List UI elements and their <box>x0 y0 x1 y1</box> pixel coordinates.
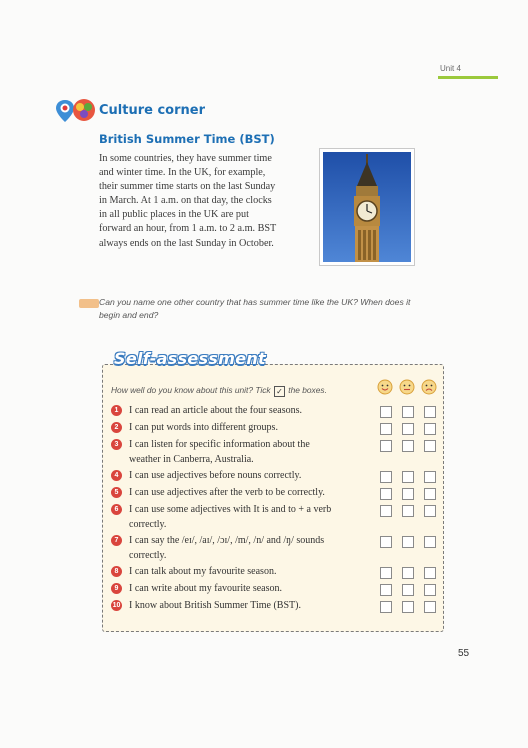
list-item <box>111 421 437 435</box>
item-number: 7 <box>111 535 122 546</box>
instruction-text: the boxes. <box>288 385 327 395</box>
item-number: 10 <box>112 602 121 609</box>
discussion-question <box>99 296 451 321</box>
article-line: and winter time. In the UK, for example, <box>99 167 266 179</box>
item-number: 8 <box>111 566 122 577</box>
culture-corner-icon <box>55 98 97 124</box>
instruction-text: How well do you know about this unit? Tick <box>111 385 271 395</box>
checkbox-good[interactable] <box>380 584 392 596</box>
culture-corner-heading: Culture corner <box>99 103 206 118</box>
item-statement <box>129 404 369 419</box>
item-statement <box>129 565 369 580</box>
checkbox-ok[interactable] <box>402 536 414 548</box>
self-assessment-title: Self-assessment <box>114 349 266 368</box>
checkbox-ok[interactable] <box>402 406 414 418</box>
checkbox-good[interactable] <box>380 440 392 452</box>
list-item <box>111 565 437 579</box>
checkbox-good[interactable] <box>380 601 392 613</box>
checkbox-ok[interactable] <box>402 440 414 452</box>
list-item <box>111 404 437 418</box>
item-number: 9 <box>111 583 122 594</box>
statement-line: correctly. <box>129 518 167 530</box>
article-line: In some countries, they have summer time <box>99 153 272 164</box>
checkbox-poor[interactable] <box>424 505 436 517</box>
checkbox-poor[interactable] <box>424 488 436 500</box>
item-statement <box>129 421 369 436</box>
article-title: British Summer Time (BST) <box>99 132 275 146</box>
list-item <box>111 582 437 596</box>
item-number: 1 <box>111 405 122 416</box>
checkbox-ok[interactable] <box>402 505 414 517</box>
checkbox-poor[interactable] <box>424 584 436 596</box>
unit-accent-bar <box>438 76 498 79</box>
item-number: 6 <box>111 504 122 515</box>
item-statement <box>129 599 369 614</box>
checkbox-poor[interactable] <box>424 406 436 418</box>
checkbox-good[interactable] <box>380 471 392 483</box>
neutral-face-icon <box>399 379 415 395</box>
statement-line: I can listen for specific information about the <box>129 439 310 450</box>
list-item <box>111 534 437 561</box>
checkbox-good[interactable] <box>380 567 392 579</box>
list-item <box>111 599 437 613</box>
checkbox-good[interactable] <box>380 488 392 500</box>
checkbox-poor[interactable] <box>424 471 436 483</box>
checkbox-poor[interactable] <box>424 440 436 452</box>
checkbox-good[interactable] <box>380 505 392 517</box>
article-line: their summer time starts on the last Sunday <box>99 181 276 193</box>
item-statement <box>129 438 369 467</box>
item-number: 3 <box>111 439 122 450</box>
sad-face-icon <box>421 379 437 395</box>
statement-line: I can put words into different groups. <box>129 422 278 433</box>
article-line: forward an hour, from 1 a.m. to 2 a.m. BST <box>99 223 277 235</box>
checkbox-ok[interactable] <box>402 567 414 579</box>
big-ben-illustration <box>323 152 411 262</box>
list-item <box>111 503 437 530</box>
item-statement <box>129 469 369 484</box>
statement-line: weather in Canberra, Australia. <box>129 453 254 465</box>
item-statement <box>129 486 369 501</box>
checkbox-poor[interactable] <box>424 423 436 435</box>
unit-label: Unit 4 <box>440 64 461 73</box>
question-line: begin and end? <box>99 309 159 320</box>
list-item <box>111 469 437 483</box>
checkbox-good[interactable] <box>380 536 392 548</box>
statement-line: I can say the /eɪ/, /aɪ/, /ɔɪ/, /m/, /n/ and /ŋ/ sounds <box>129 535 325 546</box>
statement-line: I can use adjectives before nouns correctly. <box>129 470 302 481</box>
item-statement <box>129 582 369 597</box>
checkbox-poor[interactable] <box>424 601 436 613</box>
checkbox-ok[interactable] <box>402 471 414 483</box>
list-item <box>111 438 437 465</box>
checkbox-ok[interactable] <box>402 601 414 613</box>
question-marker <box>79 299 99 308</box>
statement-line: I can use adjectives after the verb to be correctly. <box>129 487 325 498</box>
checkbox-poor[interactable] <box>424 567 436 579</box>
statement-line: I can read an article about the four seasons. <box>129 405 302 416</box>
article-line: in all public places in the UK are put <box>99 209 249 221</box>
checkbox-good[interactable] <box>380 406 392 418</box>
checkbox-ok[interactable] <box>402 488 414 500</box>
statement-line: I know about British Summer Time (BST). <box>129 600 301 611</box>
statement-line: correctly. <box>129 549 167 561</box>
checkbox-good[interactable] <box>380 423 392 435</box>
checkbox-poor[interactable] <box>424 536 436 548</box>
checkbox-ok[interactable] <box>402 584 414 596</box>
item-statement <box>129 503 369 532</box>
item-number: 2 <box>111 422 122 433</box>
statement-line: I can use some adjectives with It is and to + a verb <box>129 504 332 515</box>
statement-line: I can write about my favourite season. <box>129 583 283 594</box>
item-number: 5 <box>111 487 122 498</box>
question-line: Can you name one other country that has summer time like the UK? When does it <box>99 297 411 307</box>
item-statement <box>129 534 369 563</box>
big-ben-photo <box>319 148 415 266</box>
happy-face-icon <box>377 379 393 395</box>
article-line: in March. At 1 a.m. on that day, the clocks <box>99 195 272 207</box>
page-number: 55 <box>458 648 470 659</box>
item-number: 4 <box>111 470 122 481</box>
list-item <box>111 486 437 500</box>
statement-line: I can talk about my favourite season. <box>129 566 277 577</box>
article-text <box>99 152 311 251</box>
tick-example-box: ✓ <box>274 386 285 397</box>
self-assessment-instruction <box>111 385 327 397</box>
article-line: always ends on the last Sunday in October. <box>99 237 274 249</box>
checkbox-ok[interactable] <box>402 423 414 435</box>
